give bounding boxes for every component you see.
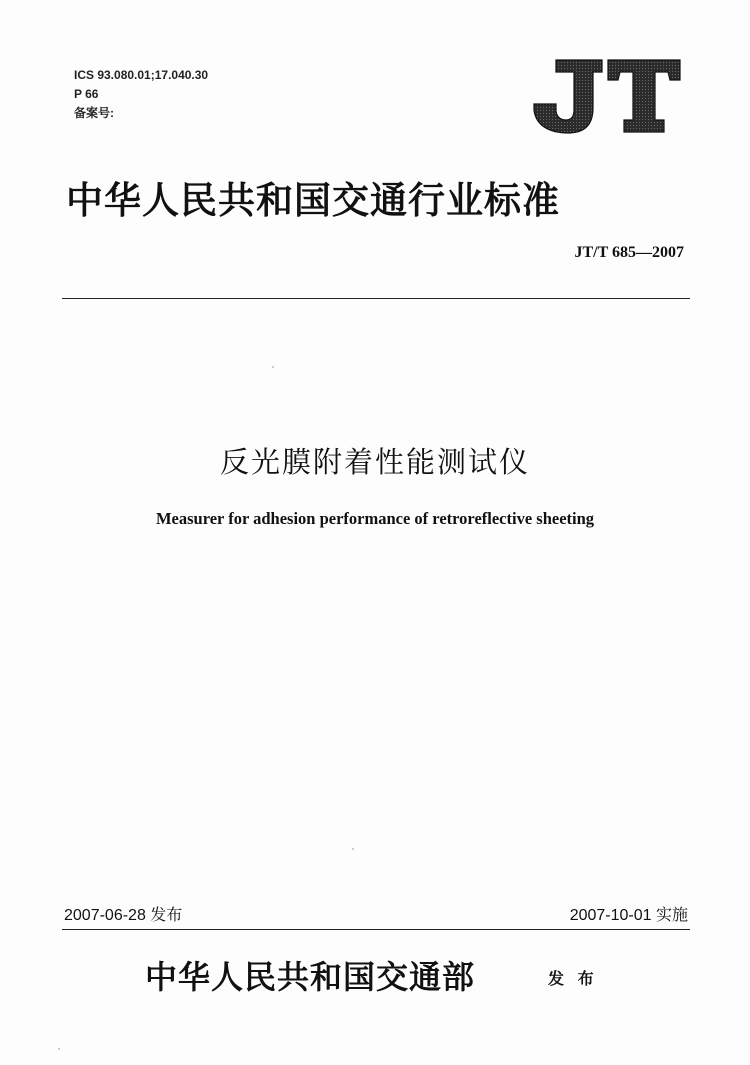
document-title-english: Measurer for adhesion performance of retroreflective sheeting — [155, 509, 595, 528]
issue-label: 发 布 — [548, 969, 598, 988]
scan-speck — [272, 366, 274, 368]
category-code: P 66 — [74, 87, 99, 101]
scan-speck — [352, 848, 354, 850]
footer-divider — [62, 929, 690, 930]
effective-date: 2007-10-01 实施 — [569, 907, 688, 924]
jt-logo — [530, 58, 682, 134]
scan-speck — [58, 1048, 60, 1050]
document-title-chinese: 反光膜附着性能测试仪 — [219, 445, 530, 479]
issue-date: 2007-06-28 发布 — [64, 907, 183, 924]
ics-code: ICS 93.080.01;17.040.30 — [74, 68, 209, 82]
header-divider — [62, 298, 690, 299]
classification-block — [74, 66, 208, 123]
standard-number: JT/T 685—2007 — [574, 244, 684, 261]
record-number-label: 备案号: — [74, 106, 114, 120]
issuing-authority: 中华人民共和国交通部 — [145, 958, 476, 996]
standard-title: 中华人民共和国交通行业标准 — [66, 179, 560, 222]
